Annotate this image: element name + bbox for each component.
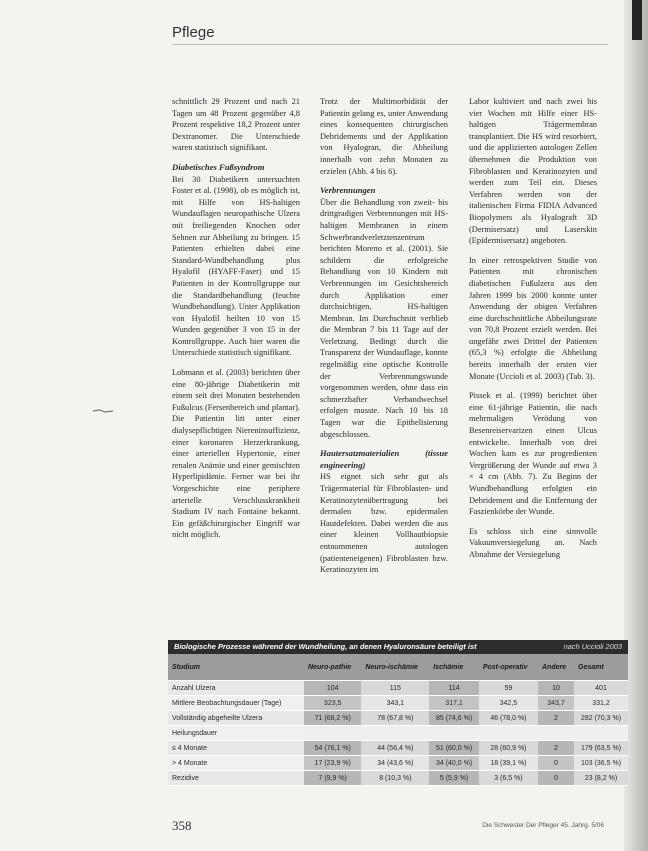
- table-row: [168, 681, 628, 696]
- table-cell: 115: [361, 681, 429, 696]
- table-caption: [168, 640, 628, 654]
- table-cell: 103 (36,5 %): [574, 756, 628, 771]
- table-cell: [361, 726, 429, 741]
- edge-tab: [632, 0, 642, 40]
- table-cell: 179 (63,5 %): [574, 741, 628, 756]
- paragraph: HS eignet sich sehr gut als Trägermaterial für Fibroblasten- und Keratinozytenübertragung bei dermalen bzw. epidermalen Hautdefekten. Dabei werden die aus einer kleinen Vollhautbiopsie entnommenen autologen (patienteneigenen) Fibroblasten bzw. Keratinozyten im: [320, 472, 448, 575]
- column-header: Post-operativ: [479, 654, 538, 681]
- subheading: Verbrennungen: [320, 185, 376, 196]
- table-cell: 10: [538, 681, 574, 696]
- column-header: Neuro-pathie: [304, 654, 361, 681]
- results-table: [168, 640, 628, 786]
- table-cell: 71 (68,2 %): [304, 711, 361, 726]
- data-table: [168, 654, 628, 786]
- table-cell: ≤ 4 Monate: [168, 741, 304, 756]
- section-title: Pflege: [172, 24, 215, 41]
- table-cell: 401: [574, 681, 628, 696]
- table-cell: 104: [304, 681, 361, 696]
- table-cell: 331,2: [574, 696, 628, 711]
- paragraph: In einer retrospektiven Studie von Patienten mit chronischen diabetischen Fußulzera aus den Jahren 1999 bis 2000 konnte unter Anwendung der obigen Verfahren eine durchschnittliche Abheilungsrate von 70,8 Prozent erzielt werden. Bei ungefähr zwei Drittel der Patienten (65,3 %) erfolgte die Abheilung bereits innerhalb der ersten vier Monate (Uccioli et al. 2003) (Tab. 3).: [469, 255, 597, 381]
- subheading: Hautersatzmaterialien (tissue engineering): [320, 448, 448, 470]
- table-cell: 323,5: [304, 696, 361, 711]
- table-cell: 7 (9,9 %): [304, 771, 361, 786]
- table-cell: 2: [538, 741, 574, 756]
- paragraph: Trotz der Multimorbidität der Patientin gelang es, unter Anwendung eines konsequenten chirurgischen Debridements und der Applikation von Hyalogran, die Abheilung innerhalb von zehn Monaten zu erzielen (Abb. 4 bis 6).: [320, 97, 448, 176]
- table-cell: [538, 726, 574, 741]
- table-cell: 343,7: [538, 696, 574, 711]
- paragraph: Bei 30 Diabetikern untersuchten Foster et al. (1998), ob es möglich ist, mit Hilfe von HS-haltigen Wundauflagen neuropathische Ulzera mit freiliegenden Knochen oder Sehnen zur Abheilung zu bringen. 15 Patienten erhielten dabei eine Standard-Wundbehandlung plus Hyalofil (HYAFF-Faser) und 15 Patienten in der Kontrollgruppe nur die Standardbehandlung (feuchte Wundbehandlung). Unter Applikation von Hyalofil heilten 10 von 15 Wunden gegenüber 3 von 15 in der Kontrollgruppe. Auch hier waren die Unterschiede statistisch signifikant.: [172, 174, 300, 358]
- table-cell: 2: [538, 711, 574, 726]
- column-header: Studium: [168, 654, 304, 681]
- table-row: [168, 741, 628, 756]
- column-header: Ischämie: [429, 654, 479, 681]
- column-header: Gesamt: [574, 654, 628, 681]
- table-cell: 85 (74,6 %): [429, 711, 479, 726]
- paragraph: Über die Behandlung von zweit- bis drittgradigen Verbrennungen mit HS-haltigen Membranen in einem Schwerbrandverletztenzentrum berichten Moreno et al. (2001). Sie schildern die erfolgreiche Behandlung von 10 Kindern mit Verbrennungen im Gesichtsbereich durch Applikation einer durchsichtigen, HS-haltigen Membran. Im Durchschnitt verblieb die Membran 7 bis 11 Tage auf der Verletzung. Bedingt durch die Transparenz der Wundauflage, konnte regelmäßig eine optische Kontrolle der Verbrennungswunde vorgenommen werden, ohne dass ein schmerzhafter Verbandwechsel erfolgen musste. Nach 10 bis 18 Tagen war die Epithelisierung abgeschlossen.: [320, 197, 448, 439]
- table-source: nach Uccioli 2003: [563, 642, 622, 651]
- table-caption-text: Biologische Prozesse während der Wundheilung, an denen Hyaluronsäure beteiligt ist: [174, 642, 477, 651]
- column-header: Neuro-ischämie: [361, 654, 429, 681]
- text-column-1: [172, 96, 300, 549]
- paragraph: Pissek et al. (1999) berichtet über eine 61-jährige Patientin, die nach mehrmaligen Verödung von Besenreiservarizen einen Ulcus entwickelte. Innerhalb von drei Wochen kam es zur progredienten Vergrößerung der Wunde auf etwa 3 × 4 cm (Abb. 7). Zu Beginn der Wundbehandlung erfolgten ein Debridement und die Entfernung der Faszienkörbe der Wunde.: [469, 391, 597, 517]
- header-rule: [172, 44, 608, 45]
- paragraph: Es schloss sich eine sinnvolle Vakuumversiegelung an. Nach Abnahme der Versiegelung: [469, 526, 597, 559]
- table-group-row: [168, 726, 628, 741]
- table-cell: Anzahl Ulzera: [168, 681, 304, 696]
- table-cell: 44 (56,4 %): [361, 741, 429, 756]
- table-row: [168, 771, 628, 786]
- table-cell: 3 (6,5 %): [479, 771, 538, 786]
- table-cell: 51 (60,0 %): [429, 741, 479, 756]
- table-cell: 59: [479, 681, 538, 696]
- table-row: [168, 696, 628, 711]
- table-cell: Rezidive: [168, 771, 304, 786]
- table-cell: 114: [429, 681, 479, 696]
- table-cell: [479, 726, 538, 741]
- subheading: Diabetisches Fußsyndrom: [172, 161, 265, 172]
- table-cell: 8 (10,3 %): [361, 771, 429, 786]
- text-column-2: [320, 96, 448, 584]
- page-number: 358: [172, 818, 192, 833]
- table-cell: 18 (39,1 %): [479, 756, 538, 771]
- journal-reference: Die Schwester Der Pfleger 45. Jahrg. 5/06: [482, 822, 604, 829]
- table-row: [168, 756, 628, 771]
- table-cell: 317,1: [429, 696, 479, 711]
- column-header: Andere: [538, 654, 574, 681]
- table-cell: [304, 726, 361, 741]
- table-cell: [574, 726, 628, 741]
- margin-mark: [92, 408, 114, 414]
- table-cell: 0: [538, 771, 574, 786]
- table-cell: 343,1: [361, 696, 429, 711]
- text-column-3: [469, 96, 597, 569]
- table-cell: Vollständig abgeheilte Ulzera: [168, 711, 304, 726]
- table-row: [168, 711, 628, 726]
- paragraph: Lobmann et al. (2003) berichten über eine 80-jährige Diabetikerin mit einem seit drei Monaten bestehenden Fußulcus (Fersenbereich und plantar). Die Patientin litt unter einer dialysepflichtigen Niereninsuffizienz, einer koronaren Herzerkrankung, einer arteriellen Hypertonie, einer renalen Anämie und einer gemischten Hyperlipidämie. Ferner war bei ihr Vorgeschichte eine periphere arterielle Verschlusskrankheit Stadium IV nach Fontaine bekannt. Ein gefäßchirurgischer Eingriff war nicht möglich.: [172, 368, 300, 540]
- table-cell: 34 (43,6 %): [361, 756, 429, 771]
- table-cell: 0: [538, 756, 574, 771]
- table-cell: 54 (76,1 %): [304, 741, 361, 756]
- table-cell: [429, 726, 479, 741]
- table-cell: 17 (23,9 %): [304, 756, 361, 771]
- table-cell: 78 (67,8 %): [361, 711, 429, 726]
- table-cell: > 4 Monate: [168, 756, 304, 771]
- table-cell: Mittlere Beobachtungsdauer (Tage): [168, 696, 304, 711]
- table-cell: 282 (70,3 %): [574, 711, 628, 726]
- table-cell: 28 (60,9 %): [479, 741, 538, 756]
- table-header-row: [168, 654, 628, 681]
- paragraph: Labor kultiviert und nach zwei bis vier Wochen mit Hilfe einer HS-haltigen Trägermembran transplantiert. Die HS wird resorbiert, und die applizierten autologen Zellen übernehmen die Produktion von Fibroblasten und Keratinozyten und werden zum Teil ein. Dieses Verfahren werden von der italienischen Firma FIDIA Advanced Biopolymers als Hyalograft 3D (Dermisersatz) und Laserskin (Epidermisersatz) angeboten.: [469, 97, 597, 246]
- table-cell: 34 (40,0 %): [429, 756, 479, 771]
- table-cell: Heilungsdauer: [168, 726, 304, 741]
- table-cell: 342,5: [479, 696, 538, 711]
- table-cell: 46 (78,0 %): [479, 711, 538, 726]
- table-cell: 23 (8,2 %): [574, 771, 628, 786]
- table-cell: 5 (5,9 %): [429, 771, 479, 786]
- paragraph: schnittlich 29 Prozent und nach 21 Tagen um 48 Prozent gegenüber 4,8 Prozent respektive 18,2 Prozent unter Dextranomer. Die Unterschiede waren statistisch signifikant.: [172, 97, 300, 153]
